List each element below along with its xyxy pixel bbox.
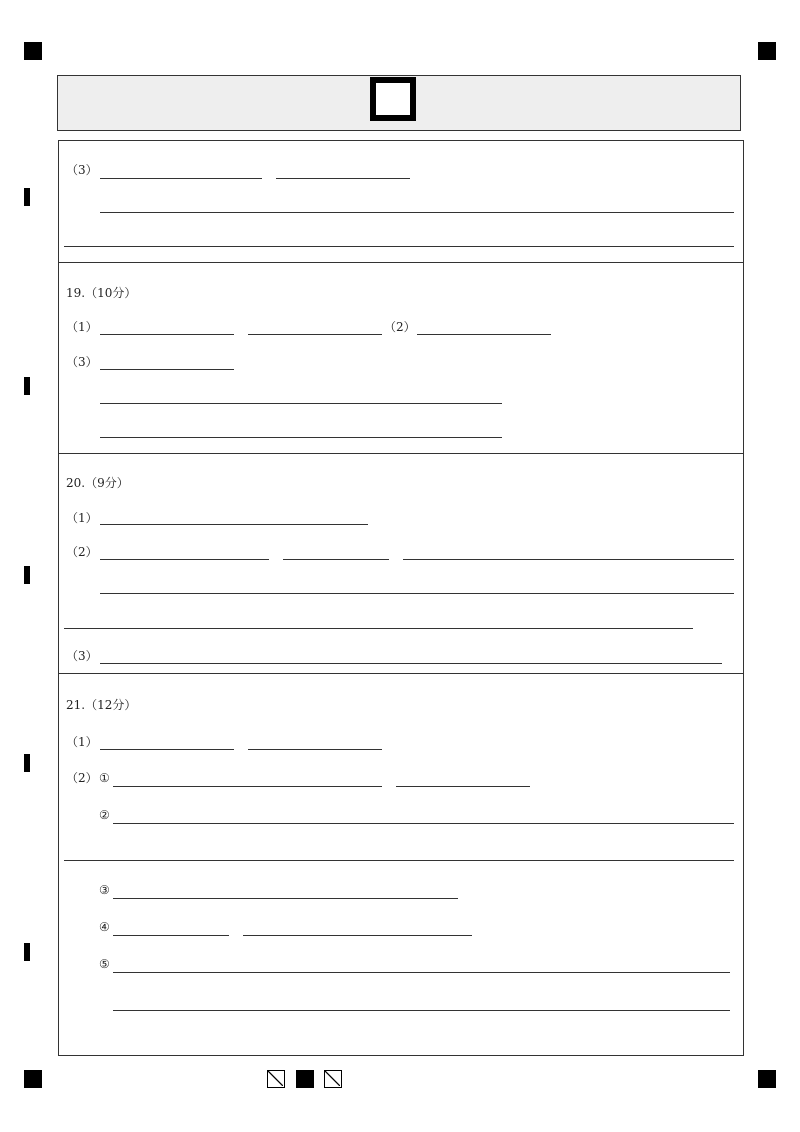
answer-line[interactable] bbox=[113, 935, 229, 936]
timing-mark bbox=[24, 943, 30, 961]
header-marker-box bbox=[370, 77, 416, 121]
section-continuation bbox=[58, 140, 744, 263]
registration-mark-top-right bbox=[758, 42, 776, 60]
question-19-title: 19.（10分） bbox=[66, 286, 137, 300]
timing-mark bbox=[24, 188, 30, 206]
answer-line[interactable] bbox=[100, 524, 368, 525]
answer-line[interactable] bbox=[64, 628, 693, 629]
answer-line[interactable] bbox=[100, 369, 234, 370]
part-2-label: （2） bbox=[384, 320, 416, 334]
section-question-21 bbox=[58, 673, 744, 1056]
answer-line[interactable] bbox=[283, 559, 389, 560]
diagonal-slash-icon bbox=[268, 1071, 283, 1086]
answer-line[interactable] bbox=[100, 212, 734, 213]
answer-line[interactable] bbox=[100, 559, 269, 560]
answer-line[interactable] bbox=[248, 749, 382, 750]
answer-line[interactable] bbox=[113, 1010, 730, 1011]
subpart-3-marker: ③ bbox=[99, 883, 110, 897]
answer-line[interactable] bbox=[100, 749, 234, 750]
subpart-2-marker: ② bbox=[99, 808, 110, 822]
part-1-label: （1） bbox=[66, 511, 98, 525]
answer-line[interactable] bbox=[100, 334, 234, 335]
answer-line[interactable] bbox=[100, 593, 734, 594]
question-21-title: 21.（12分） bbox=[66, 698, 137, 712]
registration-mark-bottom-right bbox=[758, 1070, 776, 1088]
answer-line[interactable] bbox=[113, 972, 730, 973]
timing-mark bbox=[24, 377, 30, 395]
timing-mark bbox=[24, 754, 30, 772]
diagonal-slash-icon bbox=[325, 1071, 340, 1086]
part-2-label: （2） bbox=[66, 545, 98, 559]
section-question-20 bbox=[58, 453, 744, 674]
question-20-title: 20.（9分） bbox=[66, 476, 129, 490]
answer-line[interactable] bbox=[243, 935, 472, 936]
answer-line[interactable] bbox=[100, 403, 502, 404]
page-code-square-empty bbox=[267, 1070, 285, 1088]
answer-line[interactable] bbox=[113, 786, 382, 787]
registration-mark-top-left bbox=[24, 42, 42, 60]
subpart-5-marker: ⑤ bbox=[99, 957, 110, 971]
subpart-4-marker: ④ bbox=[99, 920, 110, 934]
part-3-label: （3） bbox=[66, 355, 98, 369]
part-3-label: （3） bbox=[66, 649, 98, 663]
answer-line[interactable] bbox=[276, 178, 410, 179]
section-question-19 bbox=[58, 262, 744, 454]
part-1-label: （1） bbox=[66, 320, 98, 334]
answer-line[interactable] bbox=[113, 823, 734, 824]
answer-line[interactable] bbox=[396, 786, 530, 787]
part-2-label: （2） bbox=[66, 771, 98, 785]
registration-mark-bottom-left bbox=[24, 1070, 42, 1088]
answer-line[interactable] bbox=[113, 898, 458, 899]
page-code-square-filled bbox=[296, 1070, 314, 1088]
part-1-label: （1） bbox=[66, 735, 98, 749]
answer-line[interactable] bbox=[100, 437, 502, 438]
answer-line[interactable] bbox=[64, 860, 734, 861]
answer-line[interactable] bbox=[64, 246, 734, 247]
answer-line[interactable] bbox=[417, 334, 551, 335]
answer-line[interactable] bbox=[100, 663, 722, 664]
page-code-square-empty bbox=[324, 1070, 342, 1088]
answer-line[interactable] bbox=[248, 334, 382, 335]
answer-line[interactable] bbox=[100, 178, 262, 179]
part-3-label: （3） bbox=[66, 163, 98, 177]
timing-mark bbox=[24, 566, 30, 584]
subpart-1-marker: ① bbox=[99, 771, 110, 785]
answer-line[interactable] bbox=[403, 559, 734, 560]
